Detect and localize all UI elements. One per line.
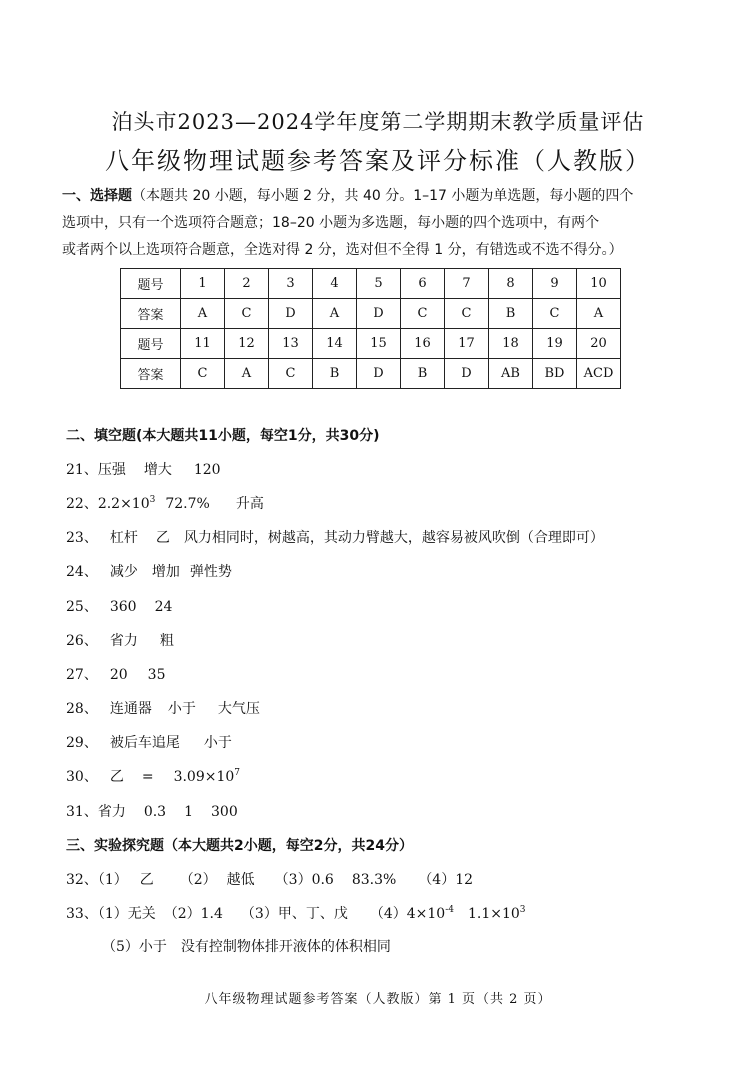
table-row xyxy=(121,299,621,329)
table-cell: 4 xyxy=(313,269,357,299)
section1-note-line3: 或者两个以上选项符合题意，全选对得 2 分，选对但不全得 1 分，有错选或不选不得分。） xyxy=(62,242,623,258)
answer-part: 26、 xyxy=(66,633,98,649)
answer-q25 xyxy=(66,596,172,616)
answer-part: 23、 xyxy=(66,530,98,546)
answer-part: 增大 xyxy=(143,462,172,478)
answer-part: 33、（1）无关 xyxy=(66,906,156,922)
answer-part: 杠杆 xyxy=(109,530,138,546)
answer-q27 xyxy=(66,664,165,684)
table-cell: D xyxy=(445,359,489,389)
table-cell: AB xyxy=(489,359,533,389)
table-cell: 12 xyxy=(225,329,269,359)
table-cell: 9 xyxy=(533,269,577,299)
label-question-number: 题号 xyxy=(121,269,181,299)
section1-heading: 一、选择题 xyxy=(62,188,132,204)
table-cell: 19 xyxy=(533,329,577,359)
table-row xyxy=(121,329,621,359)
answer-part: 72.7% xyxy=(165,496,210,512)
answer-part: （5）小于 xyxy=(102,939,167,955)
answer-q31 xyxy=(66,801,238,821)
table-cell: A xyxy=(181,299,225,329)
answer-part: 21、压强 xyxy=(66,462,126,478)
answer-part: 25、 xyxy=(66,599,98,615)
exam-title: 泊头市2023—2024学年度第二学期期末教学质量评估 xyxy=(111,110,645,134)
answer-part: 30、 xyxy=(66,769,98,785)
answer-part: （3）甲、丁、戊 xyxy=(240,906,348,922)
answer-q28 xyxy=(66,698,260,718)
table-cell: A xyxy=(313,299,357,329)
table-cell: B xyxy=(489,299,533,329)
answer-part: 32、（1） xyxy=(66,872,128,888)
table-cell: B xyxy=(313,359,357,389)
answer-part: 28、 xyxy=(66,701,98,717)
answer-part: 越低 xyxy=(226,872,255,888)
label-answer: 答案 xyxy=(121,299,181,329)
answer-part: 大气压 xyxy=(217,701,260,717)
table-cell: 17 xyxy=(445,329,489,359)
table-cell: 8 xyxy=(489,269,533,299)
table-row xyxy=(121,269,621,299)
answer-part: 1 xyxy=(184,804,194,820)
answer-part: （4）12 xyxy=(418,872,474,888)
answer-part: 小于 xyxy=(167,701,196,717)
answer-part: 360 xyxy=(109,599,137,615)
answer-q23 xyxy=(66,527,604,547)
answer-part: 24、 xyxy=(66,564,98,580)
answer-part: 被后车追尾 xyxy=(109,735,180,751)
table-cell: 6 xyxy=(401,269,445,299)
superscript: -4 xyxy=(445,905,454,915)
answer-part: 0.3 xyxy=(143,804,167,820)
answer-part: 3.09×10 xyxy=(173,769,235,785)
section1-note-line1: （本题共 20 小题，每小题 2 分，共 40 分。1–17 小题为单选题，每小题的四个 xyxy=(132,188,634,204)
table-cell: 18 xyxy=(489,329,533,359)
table-cell: C xyxy=(533,299,577,329)
table-cell: D xyxy=(269,299,313,329)
section1-instructions xyxy=(62,183,702,264)
answer-q33-part5 xyxy=(102,936,391,956)
table-cell: 7 xyxy=(445,269,489,299)
label-answer: 答案 xyxy=(121,359,181,389)
superscript: 7 xyxy=(234,768,241,778)
table-cell: BD xyxy=(533,359,577,389)
answer-part: 减少 xyxy=(109,564,138,580)
answer-part: 27、 xyxy=(66,667,98,683)
superscript: 3 xyxy=(149,495,156,505)
table-row xyxy=(121,359,621,389)
answer-part: （3）0.6 xyxy=(274,872,334,888)
table-cell: 14 xyxy=(313,329,357,359)
table-cell: 1 xyxy=(181,269,225,299)
answer-part: （2）1.4 xyxy=(163,906,223,922)
table-cell: A xyxy=(225,359,269,389)
label-question-number: 题号 xyxy=(121,329,181,359)
section1-note-line2: 选项中，只有一个选项符合题意；18–20 小题为多选题，每小题的四个选项中，有两个 xyxy=(62,215,600,231)
answer-part: 300 xyxy=(211,804,238,820)
answer-part: 乙 xyxy=(139,872,154,888)
answer-q21 xyxy=(66,459,221,479)
answer-part: 120 xyxy=(193,462,221,478)
document-title: 八年级物理试题参考答案及评分标准（人教版） xyxy=(105,147,651,175)
table-cell: 3 xyxy=(269,269,313,299)
answer-part: = xyxy=(141,769,154,785)
table-cell: 10 xyxy=(577,269,621,299)
table-cell: 5 xyxy=(357,269,401,299)
answer-part: 增加 xyxy=(151,564,180,580)
answer-part: 1.1×10 xyxy=(467,906,520,922)
answer-part: 升高 xyxy=(235,496,264,512)
answer-part: 乙 xyxy=(155,530,170,546)
answer-q24 xyxy=(66,561,232,581)
table-cell: 13 xyxy=(269,329,313,359)
answer-part: 没有控制物体排开液体的体积相同 xyxy=(180,939,391,955)
answer-part: 35 xyxy=(147,667,166,683)
answer-q32 xyxy=(66,869,473,889)
answer-part: 29、 xyxy=(66,735,98,751)
answer-part: （2） xyxy=(179,872,217,888)
section3-heading: 三、实验探究题（本大题共2小题，每空2分，共24分） xyxy=(66,838,413,854)
answer-table xyxy=(120,268,621,389)
table-cell: D xyxy=(357,299,401,329)
answer-part: 24 xyxy=(154,599,173,615)
table-cell: ACD xyxy=(577,359,621,389)
answer-q30 xyxy=(66,766,240,786)
table-cell: 20 xyxy=(577,329,621,359)
answer-part: （4）4×10 xyxy=(369,906,446,922)
answer-q29 xyxy=(66,732,232,752)
answer-part: 20 xyxy=(109,667,128,683)
answer-part: 小于 xyxy=(203,735,232,751)
answer-q33 xyxy=(66,903,526,923)
answer-part: 风力相同时，树越高，其动力臂越大，越容易被风吹倒（合理即可） xyxy=(183,530,604,546)
answer-part: 连通器 xyxy=(109,701,152,717)
table-cell: D xyxy=(357,359,401,389)
table-cell: C xyxy=(181,359,225,389)
answer-part: 31、省力 xyxy=(66,804,126,820)
table-cell: 11 xyxy=(181,329,225,359)
answer-q22 xyxy=(66,493,264,513)
table-cell: C xyxy=(401,299,445,329)
table-cell: 15 xyxy=(357,329,401,359)
section2-heading: 二、填空题(本大题共11小题，每空1分，共30分) xyxy=(66,428,380,444)
table-cell: C xyxy=(269,359,313,389)
answer-part: 粗 xyxy=(159,633,174,649)
answer-q26 xyxy=(66,630,174,650)
table-cell: A xyxy=(577,299,621,329)
table-cell: C xyxy=(225,299,269,329)
table-cell: 16 xyxy=(401,329,445,359)
superscript: 3 xyxy=(519,905,526,915)
answer-part: 省力 xyxy=(109,633,138,649)
table-cell: 2 xyxy=(225,269,269,299)
answer-part: 83.3% xyxy=(351,872,397,888)
answer-part: 弹性势 xyxy=(189,564,232,580)
page-footer: 八年级物理试题参考答案（人教版）第 1 页（共 2 页） xyxy=(204,992,552,1007)
answer-part: 22、2.2×10 xyxy=(66,496,150,512)
table-cell: B xyxy=(401,359,445,389)
answer-part: 乙 xyxy=(109,769,124,785)
table-cell: C xyxy=(445,299,489,329)
